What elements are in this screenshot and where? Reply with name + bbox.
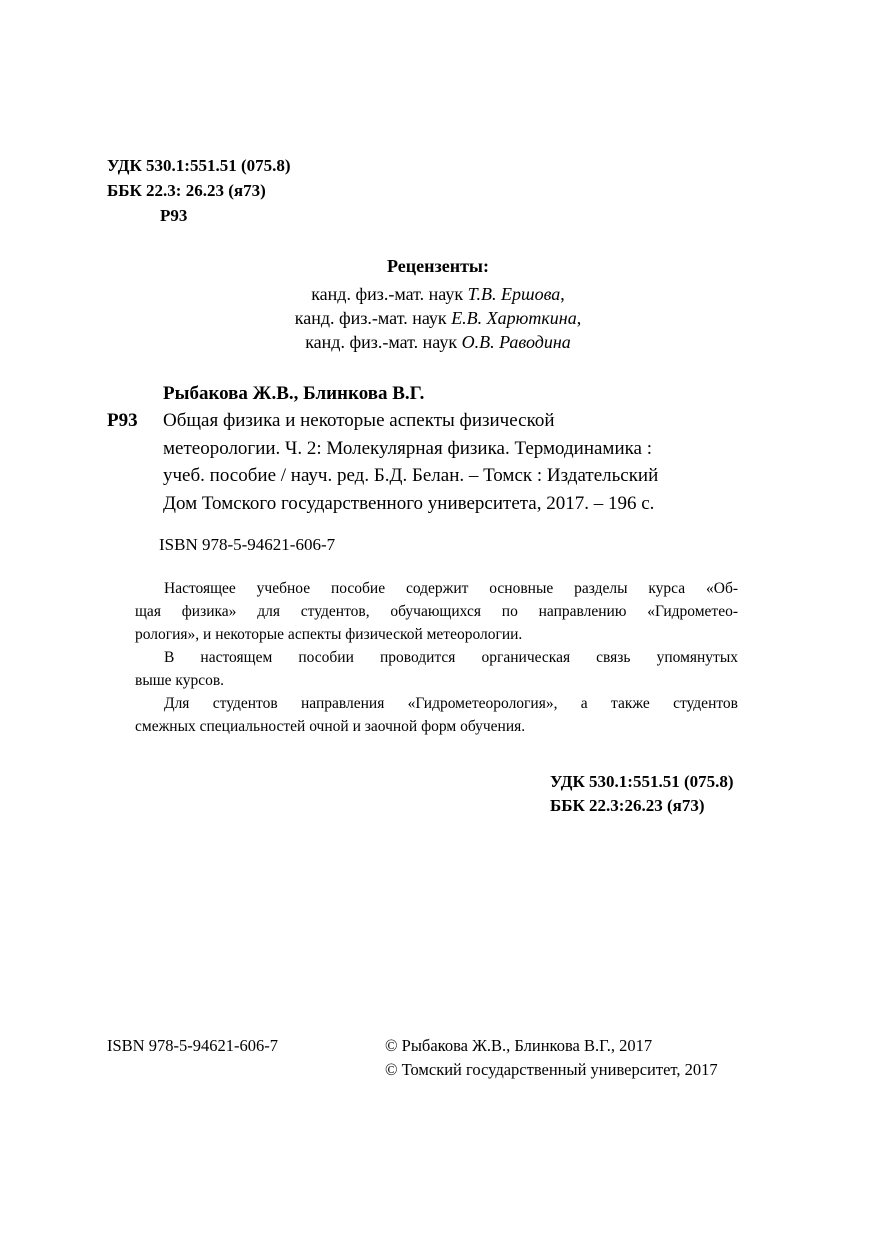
reviewer-line xyxy=(0,281,876,307)
annotation-line: смежных специальностей очной и заочной форм обучения. xyxy=(135,718,526,735)
book-authors: Рыбакова Ж.В., Блинкова В.Г. xyxy=(163,383,425,404)
bbk-code-bottom: ББК 22.3:26.23 (я73) xyxy=(550,796,705,815)
reviewers-title: Рецензенты: xyxy=(387,256,489,276)
annotation-line: Для студентов направления «Гидрометеорология», а также студентов xyxy=(164,695,738,712)
bbk-code-top: ББК 22.3: 26.23 (я73) xyxy=(107,181,266,200)
reviewer-degree: канд. физ.-мат. наук xyxy=(311,284,464,304)
udk-code-bottom: УДК 530.1:551.51 (075.8) xyxy=(550,772,734,791)
annotation xyxy=(135,577,738,738)
reviewer-name: Т.В. Ершова xyxy=(467,284,561,304)
book-description-line: Дом Томского государственного университета, 2017. – 196 с. xyxy=(163,493,655,514)
book-description-line: Общая физика и некоторые аспекты физической xyxy=(163,410,555,431)
reviewer-name: О.В. Раводина xyxy=(461,332,571,352)
annotation-line: выше курсов. xyxy=(135,672,225,689)
reviewer-line xyxy=(0,305,876,331)
reviewer-degree: канд. физ.-мат. наук xyxy=(294,308,447,328)
reviewer-separator: , xyxy=(576,308,582,328)
udk-code-top: УДК 530.1:551.51 (075.8) xyxy=(107,156,291,175)
reviewer-line xyxy=(0,329,876,355)
author-sign-code: Р93 xyxy=(107,410,138,431)
book-isbn: ISBN 978-5-94621-606-7 xyxy=(159,535,336,554)
reviewer-degree: канд. физ.-мат. наук xyxy=(305,332,458,352)
book-description-line: метеорологии. Ч. 2: Молекулярная физика. Термодинамика : xyxy=(163,438,653,459)
reviewer-name: Е.В. Харюткина xyxy=(451,308,577,328)
footer-isbn: ISBN 978-5-94621-606-7 xyxy=(107,1036,278,1055)
copyright-line: © Рыбакова Ж.В., Блинкова В.Г., 2017 xyxy=(385,1036,653,1055)
book-description-line: учеб. пособие / науч. ред. Б.Д. Белан. – Томск : Издательский xyxy=(163,465,659,486)
annotation-line: щая физика» для студентов, обучающихся по направлению «Гидрометео- xyxy=(135,603,738,620)
reviewer-separator: , xyxy=(560,284,565,304)
copyright-line: © Томский государственный университет, 2017 xyxy=(385,1060,718,1079)
annotation-line: рология», и некоторые аспекты физической метеорологии. xyxy=(135,626,523,643)
annotation-line: Настоящее учебное пособие содержит основные разделы курса «Об- xyxy=(164,580,738,597)
author-sign-top: Р93 xyxy=(160,206,188,225)
annotation-line: В настоящем пособии проводится органическая связь упомянутых xyxy=(164,649,738,666)
